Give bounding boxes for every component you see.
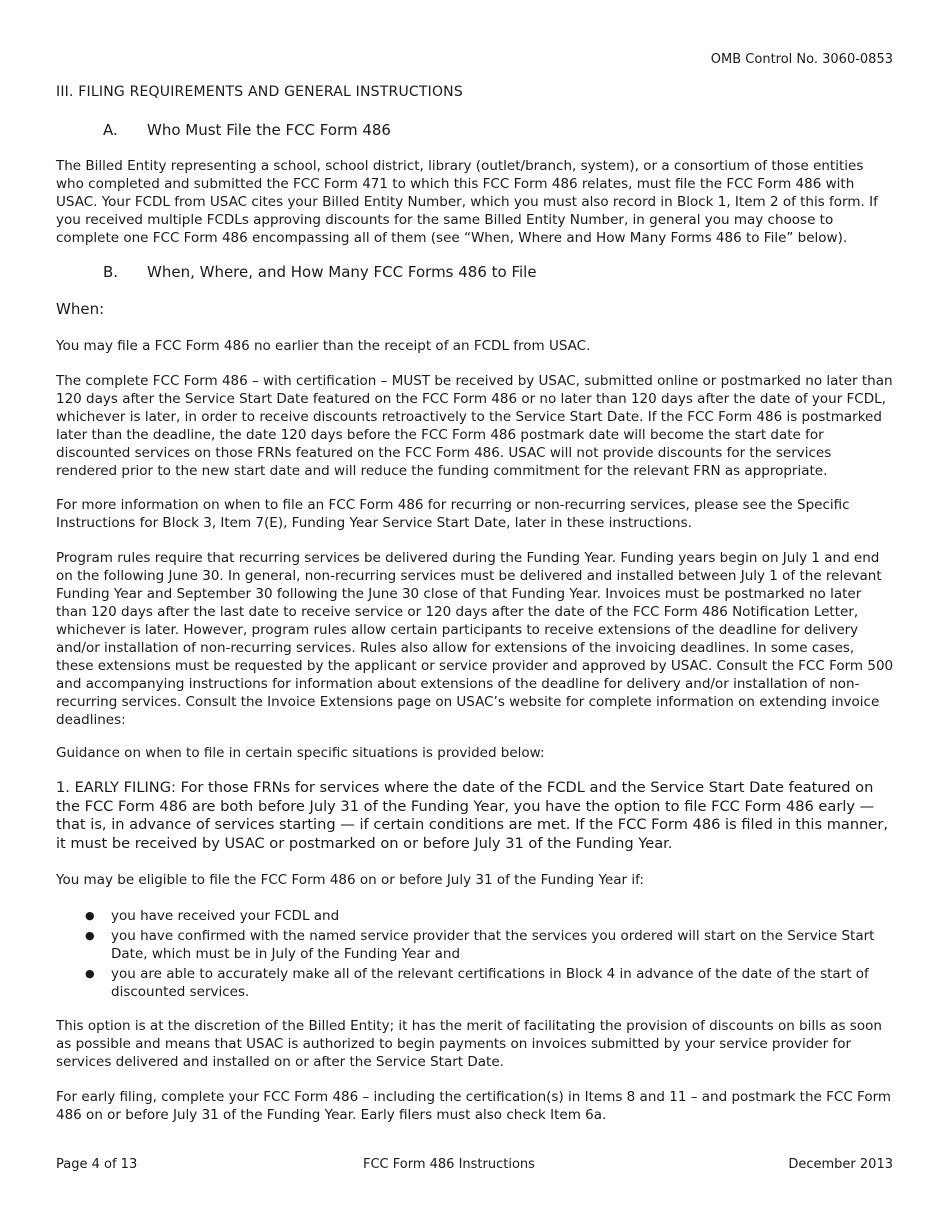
section-b-title: When, Where, and How Many FCC Forms 486 to File: [147, 263, 537, 281]
footer-form-title: FCC Form 486 Instructions: [363, 1157, 535, 1172]
paragraph-more-info: For more information on when to file an FCC Form 486 for recurring or non-recurring services, please see the Specific Instructions for Block 3, Item 7(E), Funding Year Service Start Date, later in these instructions.: [56, 497, 850, 531]
paragraph-earliest-filing: You may file a FCC Form 486 no earlier than the receipt of an FCDL from USAC.: [56, 338, 591, 354]
section-title: III. FILING REQUIREMENTS AND GENERAL INSTRUCTIONS: [56, 84, 463, 100]
paragraph-early-filing-steps: For early filing, complete your FCC Form 486 – including the certification(s) in Items 8 and 11 – and postmark the FCC Form 486 on or before July 31 of the Funding Year. Early filers must also check Item 6a.: [56, 1089, 892, 1123]
footer-page-number: Page 4 of 13: [56, 1157, 138, 1172]
section-b-letter: B.: [103, 263, 119, 281]
section-b-heading: [103, 263, 603, 283]
section-a-heading: [103, 121, 503, 141]
paragraph-discretion: This option is at the discretion of the Billed Entity; it has the merit of facilitating the provision of discounts on bills as soon as possible and means that USAC is authorized to begin payments on invoices submitted by your service provider for services delivered and installed on or after the Service Start Date.: [56, 1018, 882, 1070]
eligibility-list: [56, 907, 894, 1001]
list-item: [56, 927, 894, 963]
list-item-text: you have confirmed with the named service provider that the services you ordered will start on the Service Start Date, which must be in July of the Funding Year and: [111, 928, 875, 962]
paragraph-deadline: The complete FCC Form 486 – with certification – MUST be received by USAC, submitted online or postmarked no later than 120 days after the Service Start Date featured on the FCC Form 486 or no later than 120 days after the date of your FCDL, whichever is later, in order to receive discounts retroactively to the Service Start Date. If the FCC Form 486 is postmarked later than the deadline, the date 120 days before the FCC Form 486 postmark date will become the start date for discounted services on those FRNs featured on the FCC Form 486. USAC will not provide discounts for the services rendered prior to the new start date and will reduce the funding commitment for the relevant FRN as appropriate.: [56, 373, 893, 479]
paragraph-program-rules: Program rules require that recurring services be delivered during the Funding Year. Funding years begin on July 1 and end on the following June 30. In general, non-recurring services must be delivered and installed between July 1 of the relevant Funding Year and September 30 following the June 30 close of that Funding Year. Invoices must be postmarked no later than 120 days after the last date to receive service or 120 days after the date of the FCC Form 486 Notification Letter, whichever is later. However, program rules allow certain participants to receive extensions of the deadline for delivery and/or installation of non-recurring services. Rules also allow for extensions of the invoicing deadlines. In some cases, these extensions must be requested by the applicant or service provider and approved by USAC. Consult the FCC Form 500 and accompanying instructions for information about extensions of the deadline for delivery and/or installation of non-recurring services. Consult the Invoice Extensions page on USAC’s website for complete information on extending invoice deadlines:: [56, 550, 894, 728]
omb-control-number: OMB Control No. 3060-0853: [710, 52, 893, 67]
list-item: [56, 907, 894, 925]
section-a-title: Who Must File the FCC Form 486: [147, 121, 391, 139]
section-a-body: The Billed Entity representing a school, school district, library (outlet/branch, system), or a consortium of those entities who completed and submitted the FCC Form 471 to which this FCC Form 486 relates, must file the FCC Form 486 with USAC. Your FCDL from USAC cites your Billed Entity Number, which you must also record in Block 1, Item 2 of this form. If you received multiple FCDLs approving discounts for the same Billed Entity Number, in general you may choose to complete one FCC Form 486 encompassing all of them (see “When, Where and How Many Forms 486 to File” below).: [56, 158, 878, 246]
bullet-icon: ●: [85, 909, 95, 922]
bullet-icon: ●: [85, 929, 95, 942]
paragraph-early-filing: 1. EARLY FILING: For those FRNs for services where the date of the FCDL and the Service Start Date featured on the FCC Form 486 are both before July 31 of the Funding Year, you have the option to file FCC Form 486 early — that is, in advance of services starting — if certain conditions are met. If the FCC Form 486 is filed in this manner, it must be received by USAC or postmarked on or before July 31 of the Funding Year.: [56, 779, 888, 852]
list-item: [56, 965, 894, 1001]
list-item-text: you are able to accurately make all of the relevant certifications in Block 4 in advance of the date of the start of discounted services.: [111, 966, 869, 1000]
section-a-letter: A.: [103, 121, 118, 139]
list-item-text: you have received your FCDL and: [111, 908, 340, 924]
bullet-icon: ●: [85, 967, 95, 980]
when-label: When:: [56, 300, 105, 318]
footer-date: December 2013: [788, 1157, 893, 1172]
paragraph-guidance: Guidance on when to file in certain specific situations is provided below:: [56, 745, 545, 761]
paragraph-eligibility: You may be eligible to file the FCC Form 486 on or before July 31 of the Funding Year if:: [56, 872, 644, 888]
